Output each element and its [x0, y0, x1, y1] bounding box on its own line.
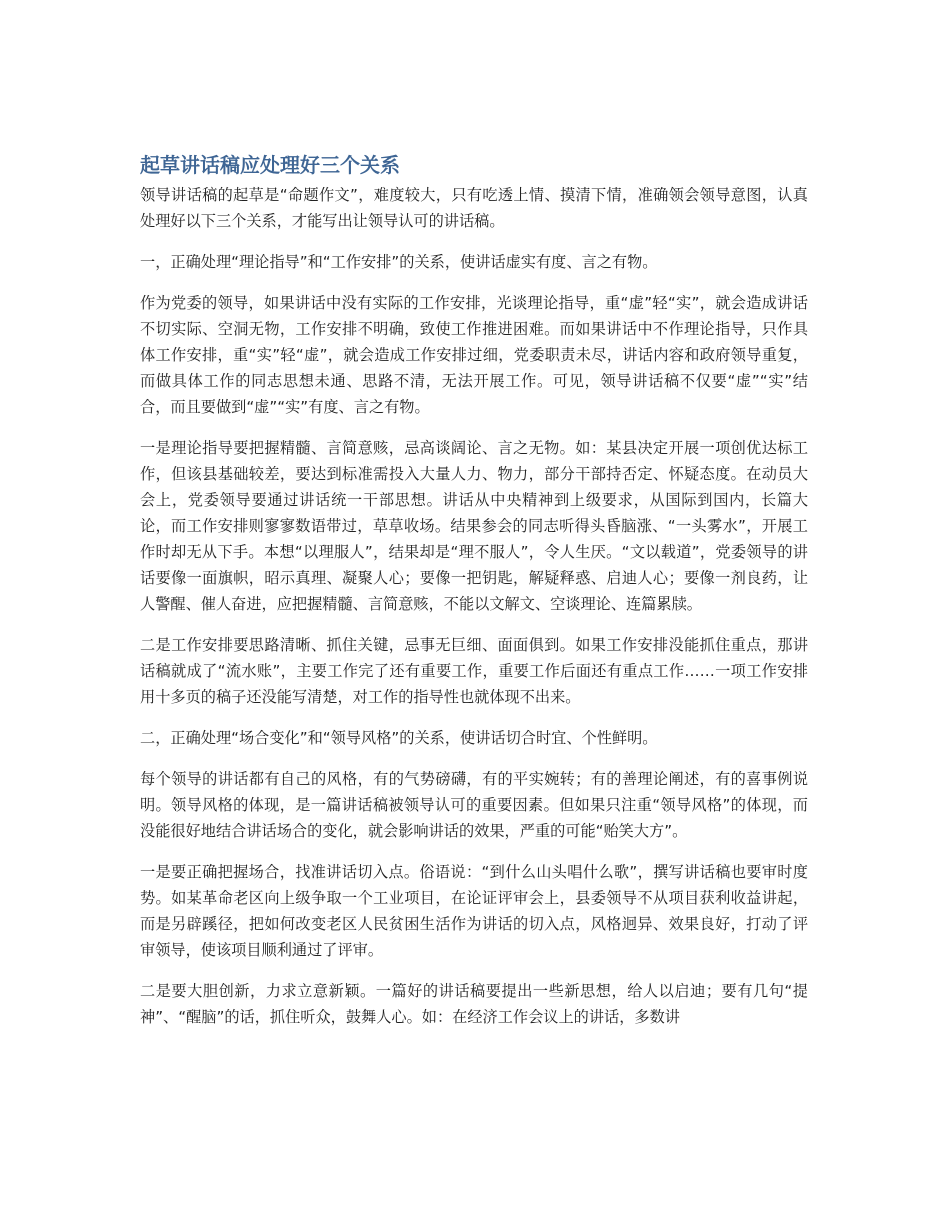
- document-body: [140, 150, 808, 1045]
- paragraph-section-1-heading: 一，正确处理“理论指导”和“工作安排”的关系，使讲话虚实有度、言之有物。: [140, 253, 658, 271]
- paragraph-section-2-heading: 二，正确处理“场合变化”和“领导风格”的关系，使讲话切合时宜、个性鲜明。: [140, 729, 658, 747]
- paragraph-section-1-point-1: 一是理论指导要把握精髓、言简意赅，忌高谈阔论、言之无物。如：某县决定开展一项创优达标工作，但该县基础较差，要达到标准需投入大量人力、物力，部分干部持否定、怀疑态度。在动员大会上，党委领导要通过讲话统一干部思想。讲话从中央精神到上级要求，从国际到国内，长篇大论，而工作安排则寥寥数语带过，草草收场。结果参会的同志听得头昏脑涨、“一头雾水”，开展工作时却无从下手。本想“以理服人”，结果却是“理不服人”，令人生厌。“文以载道”，党委领导的讲话要像一面旗帜，昭示真理、凝聚人心；要像一把钥匙，解疑释惑、启迪人心；要像一剂良药，让人警醒、催人奋进，应把握精髓、言简意赅，不能以文解文、空谈理论、连篇累牍。: [140, 439, 808, 613]
- paragraph-section-1-body: 作为党委的领导，如果讲话中没有实际的工作安排，光谈理论指导，重“虚”轻“实”，就会造成讲话不切实际、空洞无物，工作安排不明确，致使工作推进困难。而如果讲话中不作理论指导，只作具体工作安排，重“实”轻“虚”，就会造成工作安排过细，党委职责未尽，讲话内容和政府领导重复，而做具体工作的同志思想未通、思路不清，无法开展工作。可见，领导讲话稿不仅要“虚”“实”结合，而且要做到“虚”“实”有度、言之有物。: [140, 294, 808, 416]
- paragraph-section-2-point-1: 一是要正确把握场合，找准讲话切入点。俗语说：“到什么山头唱什么歌”，撰写讲话稿也要审时度势。如某革命老区向上级争取一个工业项目，在论证评审会上，县委领导不从项目获利收益讲起，而是另辟蹊径，把如何改变老区人民贫困生活作为讲话的切入点，风格迥异、效果良好，打动了评审领导，使该项目顺利通过了评审。: [140, 863, 808, 959]
- paragraph-intro: 领导讲话稿的起草是“命题作文”，难度较大，只有吃透上情、摸清下情，准确领会领导意图，认真处理好以下三个关系，才能写出让领导认可的讲话稿。: [140, 186, 808, 230]
- paragraph-section-2-body: 每个领导的讲话都有自己的风格，有的气势磅礴，有的平实婉转；有的善理论阐述，有的喜事例说明。领导风格的体现，是一篇讲话稿被领导认可的重要因素。但如果只注重“领导风格”的体现，而没能很好地结合讲话场合的变化，就会影响讲话的效果，严重的可能“贻笑大方”。: [140, 770, 808, 840]
- document-title: 起草讲话稿应处理好三个关系: [140, 153, 400, 177]
- paragraph-section-1-point-2: 二是工作安排要思路清晰、抓住关键，忌事无巨细、面面俱到。如果工作安排没能抓住重点，那讲话稿就成了“流水账”，主要工作完了还有重要工作，重要工作后面还有重点工作……一项工作安排用十多页的稿子还没能写清楚，对工作的指导性也就体现不出来。: [140, 636, 808, 706]
- paragraph-section-2-point-2: 二是要大胆创新，力求立意新颖。一篇好的讲话稿要提出一些新思想，给人以启迪；要有几句“提神”、“醒脑”的话，抓住听众，鼓舞人心。如：在经济工作会议上的讲话，多数讲: [140, 982, 808, 1026]
